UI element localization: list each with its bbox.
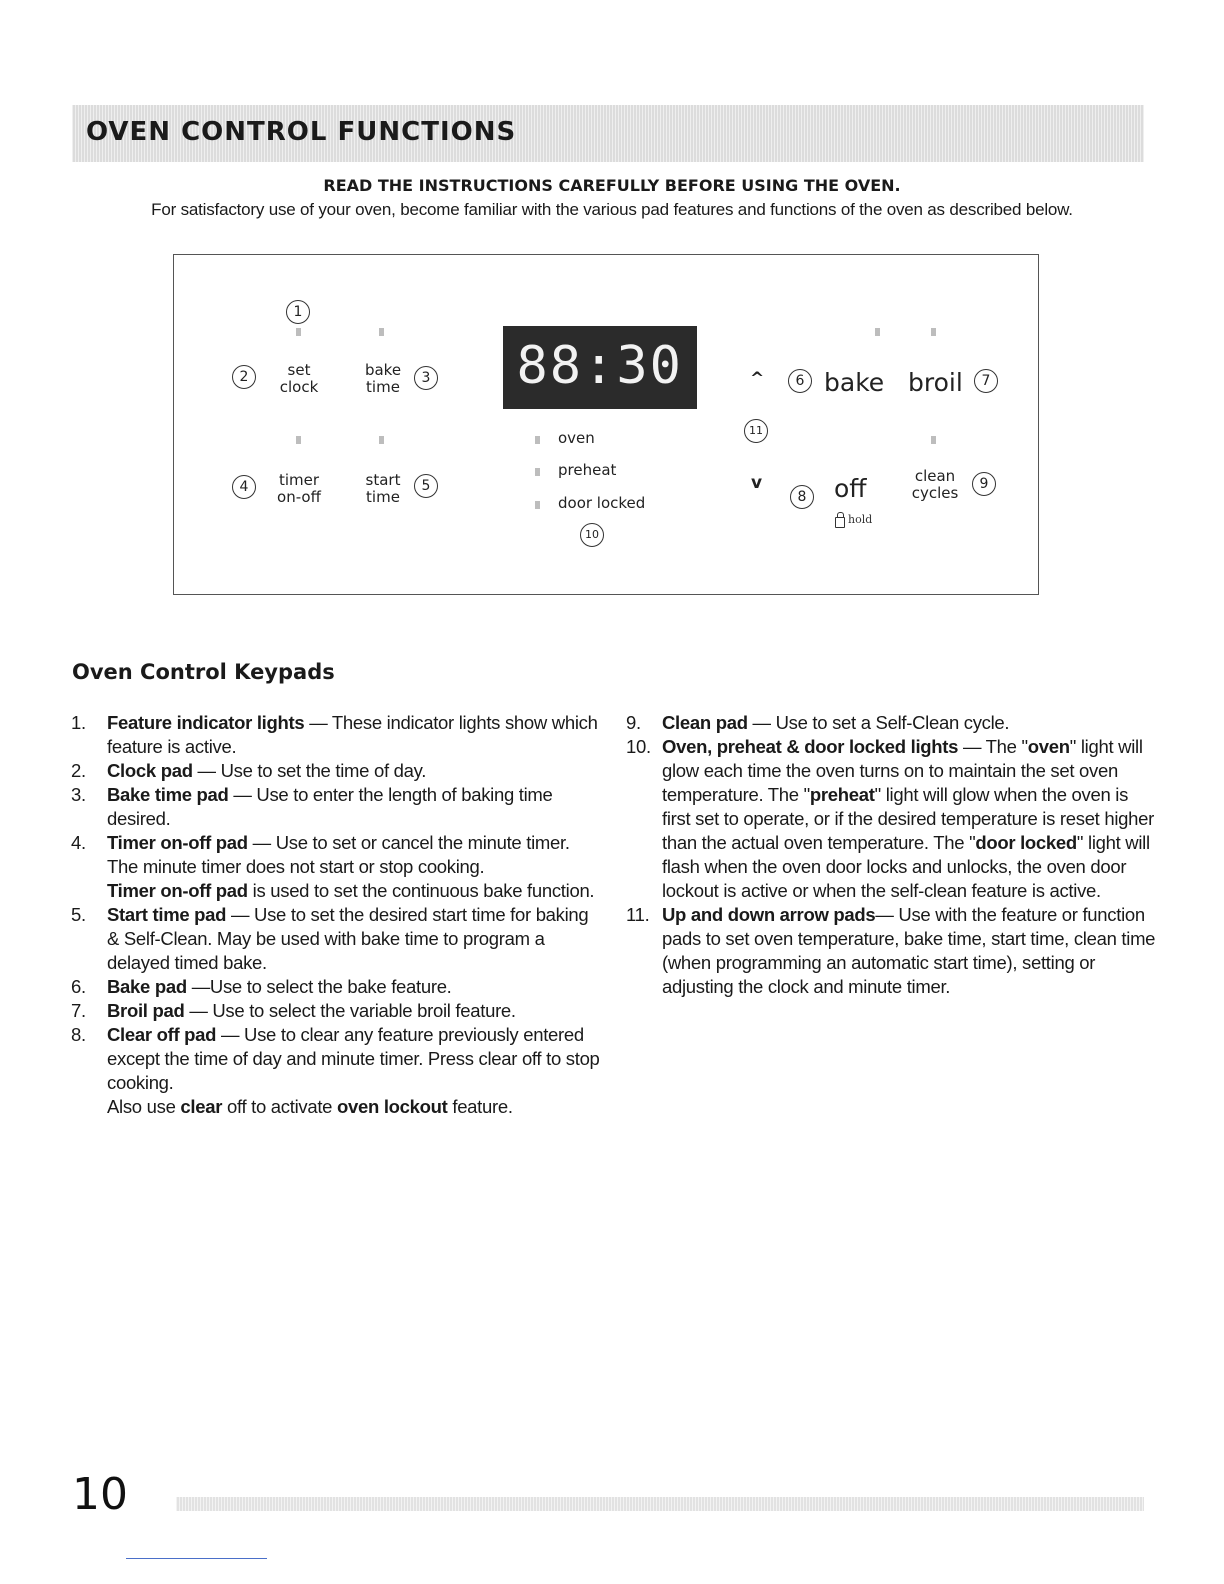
item-number: 10. — [626, 736, 651, 757]
item-text: — Use to set or cancel the minute timer. The minute timer does not start or stop cooking. — [107, 832, 570, 877]
clean-cycles-pad[interactable] — [909, 468, 961, 502]
item-text-secondary: is used to set the continuous bake function. — [247, 880, 595, 901]
display-readout: 88:30 — [516, 336, 683, 396]
item-title: Broil pad — [107, 1000, 185, 1021]
item-number: 9. — [626, 712, 641, 733]
timer-label-1: timer — [278, 471, 320, 489]
list-item — [626, 903, 1156, 999]
indicator-light-start-time — [379, 436, 384, 444]
item-title: Timer on-off pad — [107, 832, 248, 853]
item-title: Up and down arrow pads — [662, 904, 876, 925]
item-text-also-2: off to activate — [222, 1096, 338, 1117]
item-text: —Use to select the bake feature. — [186, 976, 452, 997]
item-text: — Use to set the time of day. — [192, 760, 427, 781]
list-item — [71, 783, 601, 831]
item-text: — Use with the feature or function pads to set oven temperature, bake time, start time, clean time (when programming an automatic start time), setting or adjusting the clock and minute timer. — [662, 904, 1156, 997]
keypad-list-left — [71, 711, 601, 1119]
item-text-3: " light will glow when the oven is first set to operate, or if the desired temperature is reset higher than the actual oven temperature. The " — [662, 784, 1154, 853]
timer-label-2: on-off — [277, 488, 321, 506]
item-text-4: " light will flash when the oven door locks and unlocks, the oven door lockout is active or when the self-clean feature is active. — [662, 832, 1150, 901]
indicator-light-preheat — [535, 468, 540, 476]
item-text-also-3: feature. — [447, 1096, 513, 1117]
item-number: 3. — [71, 784, 86, 805]
indicator-light-oven — [535, 436, 540, 444]
item-title: Oven, preheat & door locked lights — [662, 736, 959, 757]
footer-rule — [126, 1558, 267, 1559]
bake-pad[interactable]: bake — [824, 368, 885, 397]
intro-text: For satisfactory use of your oven, become familiar with the various pad features and functions of the oven as described below. — [151, 200, 1073, 219]
indicator-light-broil — [931, 328, 936, 336]
up-arrow-pad[interactable]: ^ — [750, 369, 765, 389]
callout-10: 10 — [580, 523, 604, 547]
item-bold-preheat: preheat — [809, 784, 875, 805]
callout-1: 1 — [286, 300, 310, 324]
bake-time-pad[interactable] — [359, 362, 407, 396]
callout-8: 8 — [790, 485, 814, 509]
keypad-list-right — [626, 711, 1156, 999]
item-text: — Use to clear any feature previously entered except the time of day and minute timer. Press clear off to stop cooking. — [107, 1024, 600, 1093]
section-heading: Oven Control Keypads — [72, 660, 335, 684]
callout-2: 2 — [232, 365, 256, 389]
clean-label-1: clean — [914, 467, 956, 485]
preheat-light-label: preheat — [558, 461, 617, 479]
indicator-light-timer — [296, 436, 301, 444]
callout-3: 3 — [414, 366, 438, 390]
item-text-2: " light will glow each time the oven turns on to maintain the set oven temperature. The " — [662, 736, 1143, 805]
item-title: Start time pad — [107, 904, 227, 925]
item-title: Clean pad — [662, 712, 748, 733]
page-number: 10 — [72, 1469, 128, 1520]
item-text: — The " — [958, 736, 1028, 757]
start-time-pad[interactable] — [359, 472, 407, 506]
list-item — [71, 1023, 601, 1119]
indicator-light-clean — [931, 436, 936, 444]
bake-time-label-2: time — [366, 378, 400, 396]
item-title: Bake time pad — [107, 784, 229, 805]
start-time-label-2: time — [366, 488, 400, 506]
list-item — [626, 711, 1156, 735]
lock-icon — [835, 517, 845, 528]
list-item — [71, 711, 601, 759]
item-title: Feature indicator lights — [107, 712, 305, 733]
callout-4: 4 — [232, 475, 256, 499]
door-locked-light-label: door locked — [558, 494, 646, 512]
item-text: — Use to set a Self-Clean cycle. — [747, 712, 1010, 733]
clean-label-2: cycles — [911, 484, 959, 502]
item-number: 6. — [71, 976, 86, 997]
indicator-light-door-locked — [535, 501, 540, 509]
item-bold-door-locked: door locked — [975, 832, 1077, 853]
callout-9: 9 — [972, 472, 996, 496]
callout-7: 7 — [974, 369, 998, 393]
set-clock-pad[interactable] — [272, 362, 326, 396]
list-item — [71, 831, 601, 903]
list-item — [71, 999, 601, 1023]
down-arrow-pad[interactable]: v — [751, 473, 763, 493]
indicator-light-bake — [875, 328, 880, 336]
control-panel-diagram — [173, 254, 1039, 595]
indicator-light-bake-time — [379, 328, 384, 336]
callout-6: 6 — [788, 369, 812, 393]
item-text: — These indicator lights show which feature is active. — [107, 712, 598, 757]
oven-light-label: oven — [558, 429, 595, 447]
item-text: — Use to set the desired start time for baking & Self-Clean. May be used with bake time to program a delayed timed bake. — [107, 904, 589, 973]
section-banner — [72, 105, 1144, 162]
item-number: 2. — [71, 760, 86, 781]
item-number: 1. — [71, 712, 86, 733]
list-item — [71, 975, 601, 999]
item-title: Bake pad — [107, 976, 187, 997]
item-title-secondary: Timer on-off pad — [107, 880, 248, 901]
item-bold-clear: clear — [180, 1096, 223, 1117]
callout-5: 5 — [414, 474, 438, 498]
list-item — [626, 735, 1156, 903]
clear-off-pad[interactable]: off — [834, 474, 867, 503]
footer-bar — [176, 1497, 1144, 1511]
item-number: 7. — [71, 1000, 86, 1021]
item-title: Clear off pad — [107, 1024, 217, 1045]
clock-display — [503, 326, 697, 409]
item-number: 5. — [71, 904, 86, 925]
item-text: — Use to enter the length of baking time desired. — [107, 784, 553, 829]
set-clock-label-2: clock — [279, 378, 319, 396]
item-text: — Use to select the variable broil feature. — [184, 1000, 516, 1021]
list-item — [71, 759, 601, 783]
item-title: Clock pad — [107, 760, 193, 781]
item-text-also: Also use — [107, 1096, 181, 1117]
item-bold-oven-lockout: oven lockout — [337, 1096, 448, 1117]
callout-11: 11 — [744, 419, 768, 443]
broil-pad[interactable]: broil — [908, 368, 963, 397]
warning-text: READ THE INSTRUCTIONS CAREFULLY BEFORE USING THE OVEN. — [323, 176, 901, 195]
start-time-label-1: start — [365, 471, 401, 489]
hold-label: hold — [848, 513, 873, 526]
indicator-light-clock — [296, 328, 301, 336]
item-number: 11. — [626, 904, 650, 925]
item-bold-oven: oven — [1027, 736, 1070, 757]
item-number: 4. — [71, 832, 86, 853]
list-item — [71, 903, 601, 975]
item-number: 8. — [71, 1024, 86, 1045]
set-clock-label-1: set — [287, 361, 311, 379]
timer-on-off-pad[interactable] — [268, 472, 330, 506]
bake-time-label-1: bake — [364, 361, 402, 379]
page-title: OVEN CONTROL FUNCTIONS — [86, 117, 517, 147]
